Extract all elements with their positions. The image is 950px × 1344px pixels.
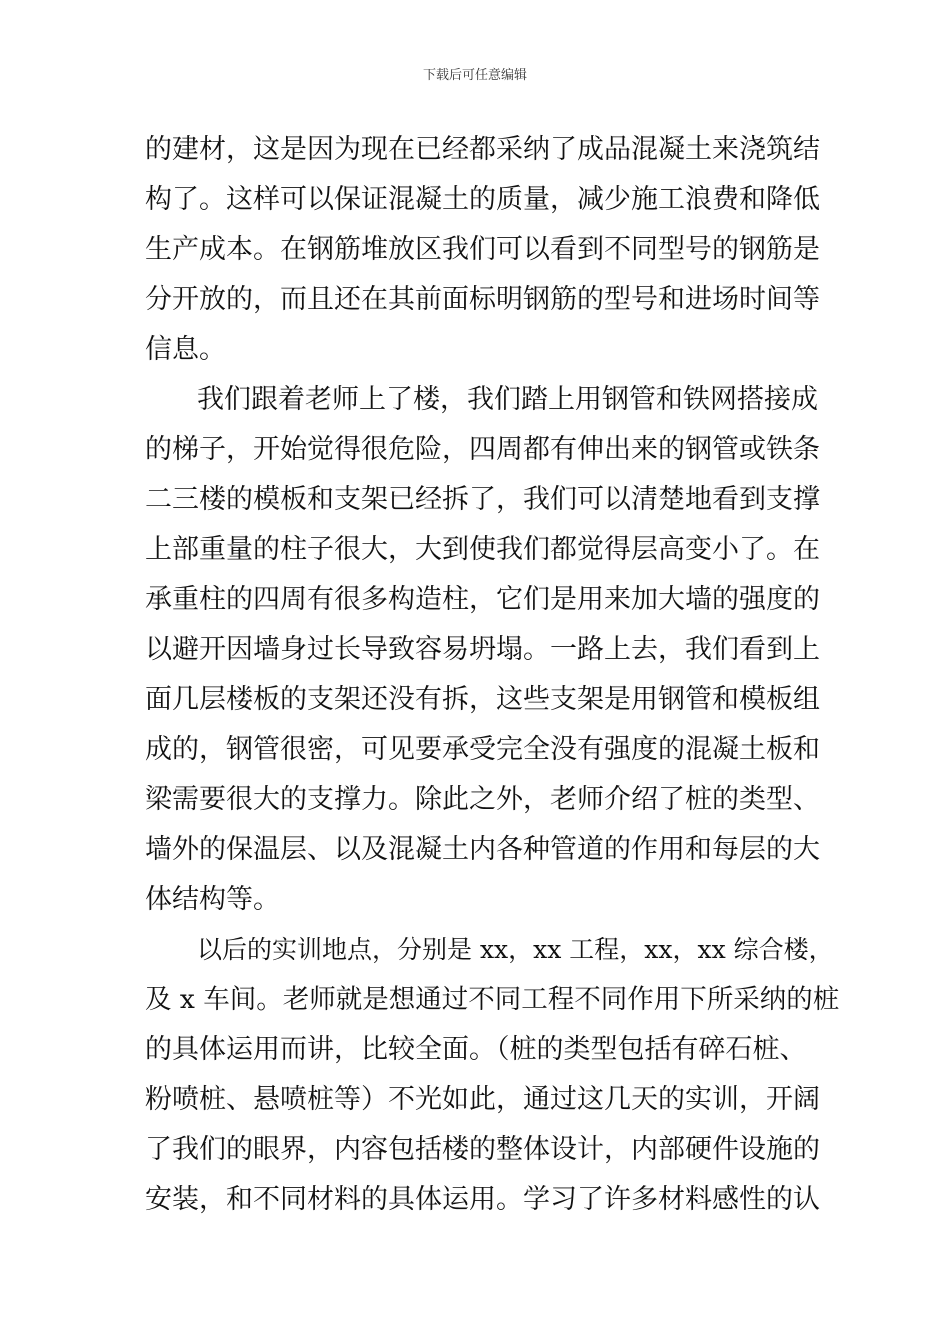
text-line: 承重柱的四周有很多构造柱，它们是用来加大墙的强度的 <box>145 584 820 615</box>
text-line: 分开放的，而且还在其前面标明钢筋的型号和进场时间等 <box>145 284 820 315</box>
text-line: 以后的实训地点，分别是 xx，xx 工程，xx，xx 综合楼， <box>197 935 834 964</box>
page-header: 下载后可任意编辑 <box>422 68 527 83</box>
text-line: 的梯子，开始觉得很危险，四周都有伸出来的钢管或铁条 <box>145 434 820 465</box>
text-line: 了我们的眼界，内容包括楼的整体设计，内部硬件设施的 <box>145 1134 820 1165</box>
text-line: 安装，和不同材料的具体运用。学习了许多材料感性的认 <box>145 1184 820 1215</box>
text-line: 体结构等。 <box>145 884 280 915</box>
text-line: 我们跟着老师上了楼，我们踏上用钢管和铁网搭接成 <box>197 384 818 415</box>
text-line: 以避开因墙身过长导致容易坍塌。一路上去，我们看到上 <box>145 634 820 665</box>
text-line: 梁需要很大的支撑力。除此之外，老师介绍了桩的类型、 <box>145 784 820 815</box>
text-line: 的具体运用而讲，比较全面。（桩的类型包括有碎石桩、 <box>145 1034 807 1065</box>
text-line: 构了。这样可以保证混凝土的质量，减少施工浪费和降低 <box>145 184 820 215</box>
text-line: 及 x 车间。老师就是想通过不同工程不同作用下所采纳的桩 <box>145 984 840 1015</box>
text-line: 粉喷桩、悬喷桩等）不光如此，通过这几天的实训，开阔 <box>145 1084 820 1115</box>
text-line: 成的，钢管很密，可见要承受完全没有强度的混凝土板和 <box>145 734 820 765</box>
text-line: 上部重量的柱子很大，大到使我们都觉得层高变小了。在 <box>145 534 820 565</box>
text-line: 信息。 <box>145 334 226 365</box>
text-line: 二三楼的模板和支架已经拆了，我们可以清楚地看到支撑 <box>145 484 820 515</box>
text-line: 的建材，这是因为现在已经都采纳了成品混凝土来浇筑结 <box>145 134 820 165</box>
text-line: 面几层楼板的支架还没有拆，这些支架是用钢管和模板组 <box>145 684 820 715</box>
text-line: 生产成本。在钢筋堆放区我们可以看到不同型号的钢筋是 <box>145 234 820 265</box>
text-line: 墙外的保温层、以及混凝土内各种管道的作用和每层的大 <box>145 834 820 865</box>
